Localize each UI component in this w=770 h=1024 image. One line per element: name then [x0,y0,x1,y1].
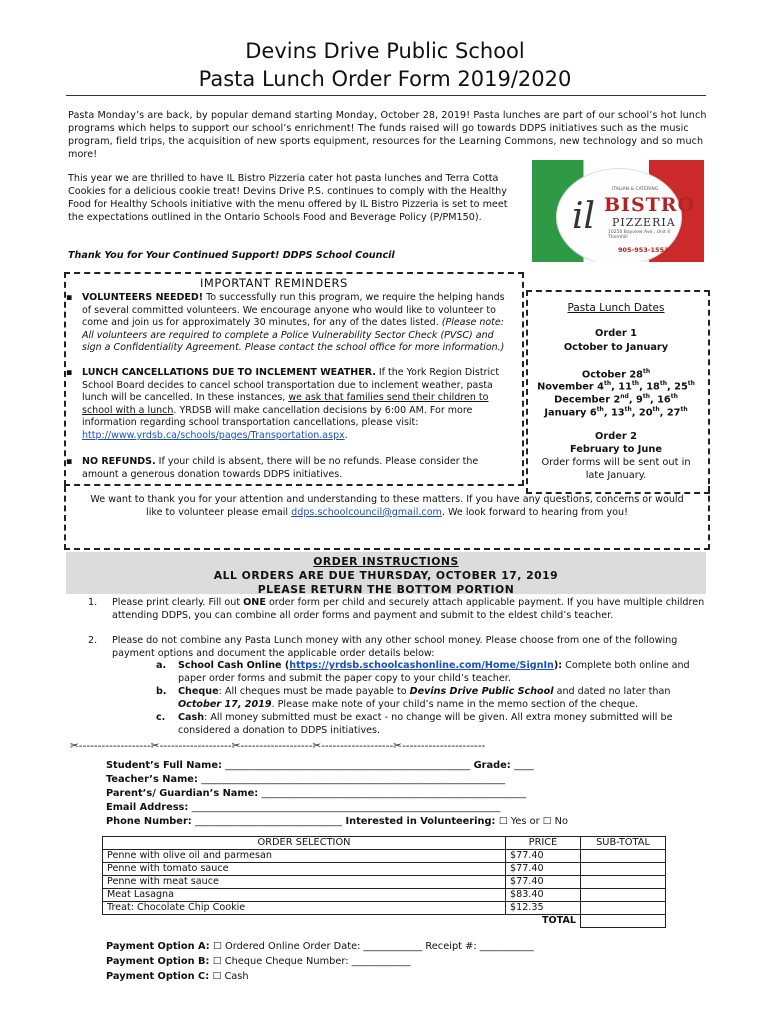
sup: th [642,393,650,400]
reminder-lead: NO REFUNDS. [82,456,156,467]
sup: th [687,380,695,387]
phone-row [106,815,568,828]
payment-option-b [106,955,410,968]
bullet-icon: ▪ [66,367,73,378]
sup: th [652,406,660,413]
page-title: Devins Drive Public School [245,39,525,63]
sep: , [666,381,675,393]
option-text: : All cheques must be made payable to [218,686,410,697]
option-text: : All money submitted must be exact - no change will be given. All extra money submitted will be considered a donation to DDPS initiatives. [178,712,673,736]
table-row [103,850,666,863]
day: 4 [597,381,604,393]
payment-c-label: Payment Option C: [106,971,213,982]
sep: , [659,407,667,419]
reminder-text: If your child is absent, there will be no refunds. Please consider the amount a generous donation towards DDPS initiatives. [82,456,479,480]
instruction-step-2 [88,635,708,660]
item-price: $77.40 [506,850,581,863]
student-name-row [106,759,534,772]
step-text: Please print clearly. Fill out [112,597,244,608]
item-name: Penne with tomato sauce [103,863,506,876]
order2-note: Order forms will be sent out in late January. [541,457,691,481]
sup: th [596,406,604,413]
col-order-selection: ORDER SELECTION [103,837,506,850]
email-field[interactable]: _______________________________________________________________ [191,802,501,813]
reminder-text: To successfully run this program, we require the helping hands of several committed volunteers. We encourage anyone who would like to volunteer to come and join us for approximately 30 minutes, for any of the dates listed. [82,292,505,329]
order2-range: February to June [569,444,663,455]
table-row [103,889,666,902]
day: 6 [589,407,597,419]
sup: th [659,380,667,387]
grade-label: Grade: [470,760,515,771]
cash-checkbox[interactable]: ☐ Cash [212,971,249,982]
order1-title: Order 1 [595,328,637,339]
item-price: $77.40 [506,863,581,876]
day: 16 [657,394,671,406]
student-name-label: Student’s Full Name: [106,760,226,771]
day: 13 [610,407,625,419]
phone-label: Phone Number: [106,816,196,827]
option-label: c. [156,712,166,723]
sep: , [631,407,639,419]
option-text: Complete both online and paper order forms and submit the paper copy to your child’s teacher. [178,660,690,684]
sup: th [604,380,612,387]
option-school-cash [156,660,708,685]
bullet-icon: ▪ [66,456,73,467]
sep: , [611,381,619,393]
thanks-note: Thank You for Your Continued Support! DDPS School Council [68,250,395,261]
day: 20 [638,407,653,419]
total-spacer [103,915,506,928]
option-paren-close: ): [553,660,563,671]
email-row [106,801,500,814]
email-label: Email Address: [106,802,192,813]
item-price: $83.40 [506,889,581,902]
teacher-name-label: Teacher’s Name: [106,774,202,785]
sup: th [670,393,678,400]
due-date-notice: ALL ORDERS ARE DUE THURSDAY, OCTOBER 17, 2019 [213,569,559,582]
closing-text [82,494,692,520]
item-subtotal[interactable] [581,876,666,889]
closing-text-2: . We look forward to hearing from you! [441,506,628,518]
sep: , [603,407,611,419]
volunteer-checkboxes[interactable]: ☐ Yes or ☐ No [498,816,568,827]
receipt-field[interactable]: Receipt #: ___________ [422,941,534,952]
payment-option-c [106,970,249,983]
sup: nd [620,393,629,400]
student-name-field[interactable]: __________________________________________________ [225,760,471,771]
logo-pizzeria: PIZZERIA [612,216,676,229]
day: 11 [618,381,632,393]
order-table [102,836,666,928]
table-row [103,876,666,889]
sup: th [624,406,632,413]
step-number: 2. [88,635,98,646]
date-january [528,403,704,419]
option-lead: Cheque [178,686,219,697]
logo-tagline: ITALIAN & CATERING [612,187,659,192]
caterer-paragraph: This year we are thrilled to have IL Bistro Pizzeria cater hot pasta lunches and Terra Cotta Cookies for a delicious cookie treat! Devins Drive P.S. continues to comply with the Healthy Food for Healthy Schools initiative with the menu offered by IL Bistro Pizzeria is set to meet the expectations outlined in the Ontario Schools Food and Beverage Policy (P/PM150). [68,173,508,223]
parent-name-label: Parent’s/ Guardian’s Name: [106,788,262,799]
teacher-name-field[interactable]: ______________________________________________________________ [201,774,505,785]
day: 25 [674,381,688,393]
instructions-heading: ORDER INSTRUCTIONS [313,555,459,568]
day: 27 [666,407,681,419]
reminder-cancellations [66,367,514,443]
total-label: TOTAL [506,915,581,928]
intro-paragraph: Pasta Monday’s are back, by popular demand starting Monday, October 28, 2019! Pasta lunches are part of our school’s hot lunch programs which helps to support our school’s enrichment! The funds raised will go towards DDPS initiatives such as the music program, field trips, the acquisition of new sports equipment, resources for the Learning Commons, new technology and so much more! [68,110,707,160]
item-subtotal[interactable] [581,863,666,876]
day: 9 [636,394,643,406]
item-name: Treat: Chocolate Chip Cookie [103,902,506,915]
table-row [103,863,666,876]
total-field[interactable] [581,915,666,928]
council-email-link[interactable]: ddps.schoolcouncil@gmail.com [291,506,442,518]
transportation-link[interactable]: http://www.yrdsb.ca/schools/pages/Transportation.aspx [82,429,345,441]
logo-il: il [572,196,596,237]
step-emphasis: ONE [243,597,266,608]
option-lead: Cash [178,712,205,723]
date-oct-text: October 28 [581,369,643,381]
il-bistro-logo [532,160,704,262]
item-subtotal[interactable] [581,902,666,915]
order1-range: October to January [563,342,669,353]
day: 2 [613,394,621,406]
option-cheque [156,686,708,711]
reminder-refunds [66,456,514,481]
reminder-volunteers [66,292,514,355]
payment-a-label: Payment Option A: [106,941,214,952]
grade-field[interactable]: ____ [514,760,534,771]
option-label: b. [156,686,167,697]
payment-option-a [106,940,534,953]
cheque-number-field[interactable]: Cheque Number: ____________ [262,956,411,967]
step-text: Please do not combine any Pasta Lunch money with any other school money. Please choose from one of the following payment options and document the applicable order details below: [112,635,678,659]
closing-text-1: We want to thank you for your attention and understanding to these matters. If you have any questions, concerns or would like to volunteer please email [90,494,684,518]
order-date-field[interactable]: Order Date: ____________ [299,941,423,952]
item-subtotal[interactable] [581,889,666,902]
logo-phone: 905-953-1553 [618,246,669,254]
table-header-row [103,837,666,850]
reminder-text: If the York Region District School Board decides to cancel school transportation due to inclement weather, pasta lunch will be cancelled. In these instances, [82,367,500,404]
reminder-text-2: . YRDSB will make cancellation decisions by 6:00 AM. For more information regarding school transportation cancellations, please visit: [82,404,473,429]
col-price: PRICE [506,837,581,850]
step-text-2: order form per child and securely attach applicable payment. If you have multiple children attending DDPS, you can combine all order forms and payment and submit to the eldest child’s teacher. [112,597,705,621]
item-price: $77.40 [506,876,581,889]
item-name: Penne with olive oil and parmesan [103,850,506,863]
return-notice: PLEASE RETURN THE BOTTOM PORTION [257,583,515,596]
sep: , [639,381,647,393]
order2-title: Order 2 [595,431,637,442]
logo-bistro: BISTRO [604,194,696,216]
teacher-name-row [106,773,505,786]
phone-field[interactable]: ______________________________ [195,816,343,827]
sup: th [631,380,640,387]
reminder-note: (Please note: All volunteers are required to complete a Police Vulnerability Sector Check (PVSC) and sign a Confidentiality Agreement. Please contact the school office for more information.) [82,317,505,354]
date-label: January [544,407,590,419]
reminder-underlined: we ask that families send their children to school with a lunch [82,392,489,416]
option-cash [156,712,708,737]
sep: , [649,394,658,406]
instruction-step-1 [88,597,708,622]
volunteer-label: Interested in Volunteering: [342,816,499,827]
dates-heading: Pasta Lunch Dates [567,302,665,314]
col-subtotal: SUB-TOTAL [581,837,666,850]
parent-name-row [106,787,526,800]
option-text-2: and dated no later than [553,686,671,697]
cheque-payee: Devins Drive Public School [409,686,554,697]
bullet-icon: ▪ [66,292,73,303]
item-subtotal[interactable] [581,850,666,863]
sup: th [642,368,651,375]
sep: , [628,394,636,406]
cheque-date: October 17, 2019 [178,698,272,710]
sup: th [680,406,688,413]
table-row [103,902,666,915]
reminder-text-3: . [344,429,348,441]
logo-address: 10250 Bayview Ave., Unit 4 Thornhill [608,230,671,240]
page-subtitle: Pasta Lunch Order Form 2019/2020 [198,67,572,91]
total-row [103,915,666,928]
reminder-lead: LUNCH CANCELLATIONS DUE TO INCLEMENT WEATHER. [82,367,376,378]
option-paren: ( [281,660,290,671]
item-name: Meat Lasagna [103,889,506,902]
day: 18 [646,381,660,393]
date-label: November [537,381,598,393]
step-number: 1. [88,597,98,608]
item-price: $12.35 [506,902,581,915]
school-cash-link[interactable]: https://yrdsb.schoolcashonline.com/Home/SignIn [289,660,554,671]
scissors-cut-line: ✂-------------------✂-------------------✂-------------------✂-------------------✂---------------------- [70,740,486,752]
cheque-checkbox[interactable]: ☐ Cheque [212,956,263,967]
date-label: December [554,394,614,406]
payment-b-label: Payment Option B: [106,956,213,967]
ordered-online-checkbox[interactable]: ☐ Ordered Online [213,941,300,952]
parent-name-field[interactable]: ______________________________________________________ [261,788,527,799]
reminder-lead: VOLUNTEERS NEEDED! [82,292,204,303]
item-name: Penne with meat sauce [103,876,506,889]
option-label: a. [156,660,167,671]
title-divider [66,95,706,96]
option-lead: School Cash Online [178,660,282,671]
reminders-heading: IMPORTANT REMINDERS [200,276,348,290]
option-text-3: . Please make note of your child’s name in the memo section of the cheque. [271,698,639,710]
